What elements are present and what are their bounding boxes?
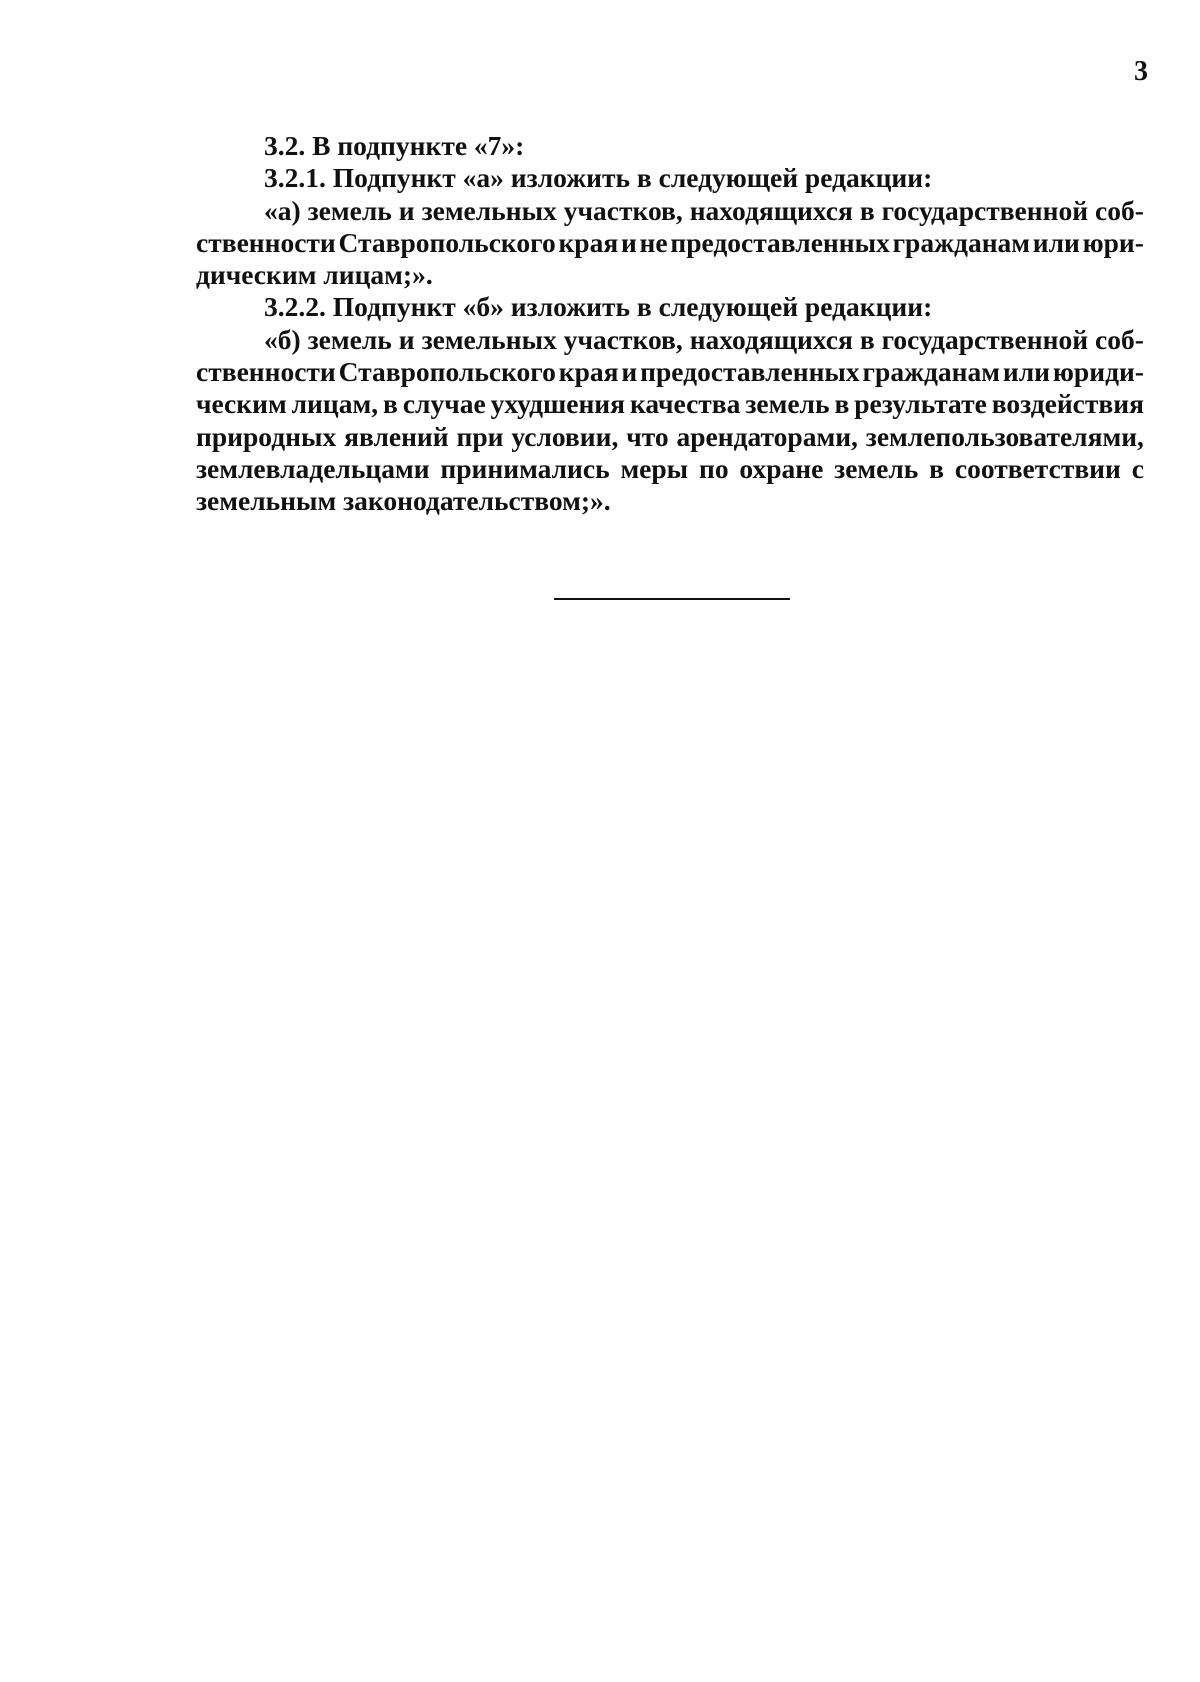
word: явлений [344, 420, 449, 452]
clause-a-line-1 [196, 195, 1144, 227]
word: участков, [563, 194, 683, 226]
clause-3-2-1-heading: 3.2.1. Подпункт «а» изложить в следующей редакции: [264, 162, 933, 194]
word: лицам, [291, 388, 379, 420]
word: гражданам [862, 356, 1001, 388]
word: в [859, 194, 875, 226]
clause-b-line-5 [196, 453, 1144, 485]
clause-a-line-3: дическим лицам;». [196, 259, 433, 291]
word: «б) [264, 323, 301, 355]
word: меры [620, 452, 689, 484]
word: соб- [1095, 194, 1144, 226]
word: землевладельцами [196, 452, 430, 484]
word: арендаторами, [676, 420, 858, 452]
word: ческим [196, 388, 287, 420]
word: или [1032, 226, 1080, 258]
word: качества [629, 388, 741, 420]
word: землепользователями, [865, 420, 1144, 452]
word: соб- [1095, 323, 1144, 355]
word: края [558, 356, 619, 388]
word: земель [307, 194, 392, 226]
word: ухудшения [490, 388, 626, 420]
word: в [929, 452, 945, 484]
word: земель [745, 388, 830, 420]
word: что [626, 420, 669, 452]
word: условии, [511, 420, 619, 452]
word: Ставропольского [338, 356, 556, 388]
word: с [1131, 452, 1144, 484]
word: не [639, 226, 668, 258]
word: случае [402, 388, 486, 420]
word: земель [307, 323, 392, 355]
word: результате [854, 388, 987, 420]
word: или [1002, 356, 1051, 388]
clause-b-line-6: земельным законодательством;». [196, 485, 611, 517]
word: по [698, 452, 729, 484]
word: находящихся [689, 194, 853, 226]
word: и [398, 194, 415, 226]
clause-b-line-2 [196, 356, 1144, 388]
word: соответствии [954, 452, 1121, 484]
clause-b-line-4 [196, 421, 1144, 453]
word: охране [739, 452, 824, 484]
word: и [398, 323, 415, 355]
word: земельных [421, 323, 557, 355]
word: земель [834, 452, 919, 484]
word: юриди- [1052, 356, 1144, 388]
word: ственности [196, 356, 336, 388]
word: участков, [563, 323, 683, 355]
end-of-document-rule [554, 598, 790, 600]
word: принимались [440, 452, 610, 484]
word: юри- [1082, 226, 1144, 258]
word: в [834, 388, 850, 420]
word: предоставленных [640, 356, 860, 388]
word: воздействия [991, 388, 1144, 420]
word: и [621, 356, 638, 388]
word: находящихся [689, 323, 853, 355]
clause-3-2-2-heading: 3.2.2. Подпункт «б» изложить в следующей редакции: [264, 291, 933, 323]
word: и [620, 226, 637, 258]
word: края [558, 226, 619, 258]
clause-b-line-3 [196, 388, 1144, 420]
clause-b-line-1 [196, 324, 1144, 356]
word: государственной [881, 323, 1089, 355]
word: в [383, 388, 398, 420]
word: Ставропольского [338, 226, 556, 258]
document-body [196, 130, 1144, 518]
page-number: 3 [1134, 56, 1148, 87]
word: в [859, 323, 875, 355]
word: «а) [264, 194, 301, 226]
word: земельных [421, 194, 557, 226]
clause-a-line-2 [196, 227, 1144, 259]
word: природных [196, 420, 337, 452]
word: при [456, 420, 504, 452]
clause-3-2-heading: 3.2. В подпункте «7»: [264, 130, 525, 161]
word: государственной [881, 194, 1089, 226]
word: ственности [196, 226, 336, 258]
word: предоставленных [670, 226, 890, 258]
word: гражданам [892, 226, 1031, 258]
